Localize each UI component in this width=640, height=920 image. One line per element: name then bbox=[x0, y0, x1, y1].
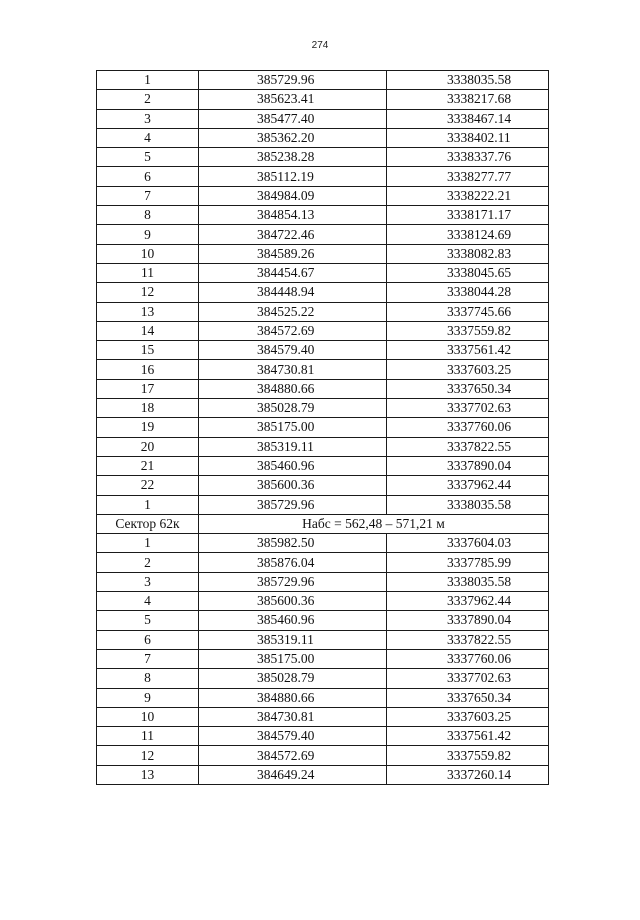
x-coordinate-cell: 385600.36 bbox=[199, 476, 387, 495]
y-coordinate-cell: 3337559.82 bbox=[387, 746, 549, 765]
y-coordinate-cell: 3338337.76 bbox=[387, 148, 549, 167]
y-coordinate-cell: 3338044.28 bbox=[387, 283, 549, 302]
x-coordinate-cell: 385982.50 bbox=[199, 534, 387, 553]
y-coordinate-cell: 3337760.06 bbox=[387, 649, 549, 668]
x-coordinate-cell: 384454.67 bbox=[199, 263, 387, 282]
point-number-cell: 6 bbox=[97, 630, 199, 649]
table-row bbox=[97, 360, 549, 379]
x-coordinate-cell: 384589.26 bbox=[199, 244, 387, 263]
point-number-cell: 18 bbox=[97, 399, 199, 418]
point-number-cell: 19 bbox=[97, 418, 199, 437]
point-number-cell: 9 bbox=[97, 688, 199, 707]
y-coordinate-cell: 3337650.34 bbox=[387, 688, 549, 707]
table-row bbox=[97, 649, 549, 668]
x-coordinate-cell: 385028.79 bbox=[199, 669, 387, 688]
sector-title: Сектор 62к bbox=[97, 514, 199, 533]
y-coordinate-cell: 3337603.25 bbox=[387, 707, 549, 726]
point-number-cell: 13 bbox=[97, 302, 199, 321]
x-coordinate-cell: 385460.96 bbox=[199, 456, 387, 475]
table-row bbox=[97, 71, 549, 90]
point-number-cell: 2 bbox=[97, 90, 199, 109]
table-row bbox=[97, 765, 549, 784]
y-coordinate-cell: 3338277.77 bbox=[387, 167, 549, 186]
point-number-cell: 8 bbox=[97, 669, 199, 688]
table-row bbox=[97, 302, 549, 321]
x-coordinate-cell: 385729.96 bbox=[199, 71, 387, 90]
point-number-cell: 4 bbox=[97, 592, 199, 611]
y-coordinate-cell: 3338222.21 bbox=[387, 186, 549, 205]
table-row bbox=[97, 244, 549, 263]
table-row bbox=[97, 283, 549, 302]
y-coordinate-cell: 3337260.14 bbox=[387, 765, 549, 784]
table-row bbox=[97, 746, 549, 765]
y-coordinate-cell: 3337760.06 bbox=[387, 418, 549, 437]
point-number-cell: 16 bbox=[97, 360, 199, 379]
table-row bbox=[97, 399, 549, 418]
y-coordinate-cell: 3337559.82 bbox=[387, 321, 549, 340]
table-row bbox=[97, 534, 549, 553]
x-coordinate-cell: 385600.36 bbox=[199, 592, 387, 611]
table-row bbox=[97, 669, 549, 688]
table-row bbox=[97, 167, 549, 186]
point-number-cell: 21 bbox=[97, 456, 199, 475]
table-row bbox=[97, 128, 549, 147]
point-number-cell: 11 bbox=[97, 263, 199, 282]
x-coordinate-cell: 385623.41 bbox=[199, 90, 387, 109]
y-coordinate-cell: 3337603.25 bbox=[387, 360, 549, 379]
point-number-cell: 15 bbox=[97, 341, 199, 360]
x-coordinate-cell: 385319.11 bbox=[199, 630, 387, 649]
x-coordinate-cell: 385729.96 bbox=[199, 572, 387, 591]
y-coordinate-cell: 3338082.83 bbox=[387, 244, 549, 263]
table-row bbox=[97, 456, 549, 475]
y-coordinate-cell: 3337890.04 bbox=[387, 456, 549, 475]
x-coordinate-cell: 385175.00 bbox=[199, 418, 387, 437]
table-row bbox=[97, 418, 549, 437]
x-coordinate-cell: 385175.00 bbox=[199, 649, 387, 668]
point-number-cell: 17 bbox=[97, 379, 199, 398]
table-row bbox=[97, 727, 549, 746]
x-coordinate-cell: 384448.94 bbox=[199, 283, 387, 302]
x-coordinate-cell: 384649.24 bbox=[199, 765, 387, 784]
point-number-cell: 22 bbox=[97, 476, 199, 495]
y-coordinate-cell: 3338171.17 bbox=[387, 206, 549, 225]
y-coordinate-cell: 3338045.65 bbox=[387, 263, 549, 282]
table-row bbox=[97, 572, 549, 591]
y-coordinate-cell: 3337561.42 bbox=[387, 341, 549, 360]
point-number-cell: 5 bbox=[97, 148, 199, 167]
y-coordinate-cell: 3337962.44 bbox=[387, 592, 549, 611]
x-coordinate-cell: 384730.81 bbox=[199, 360, 387, 379]
x-coordinate-cell: 384880.66 bbox=[199, 688, 387, 707]
x-coordinate-cell: 385028.79 bbox=[199, 399, 387, 418]
table-row bbox=[97, 611, 549, 630]
x-coordinate-cell: 385238.28 bbox=[199, 148, 387, 167]
y-coordinate-cell: 3337962.44 bbox=[387, 476, 549, 495]
point-number-cell: 12 bbox=[97, 746, 199, 765]
table-row bbox=[97, 206, 549, 225]
x-coordinate-cell: 384572.69 bbox=[199, 746, 387, 765]
table-row bbox=[97, 707, 549, 726]
x-coordinate-cell: 384880.66 bbox=[199, 379, 387, 398]
point-number-cell: 4 bbox=[97, 128, 199, 147]
table-row bbox=[97, 553, 549, 572]
x-coordinate-cell: 384525.22 bbox=[199, 302, 387, 321]
point-number-cell: 1 bbox=[97, 71, 199, 90]
y-coordinate-cell: 3337604.03 bbox=[387, 534, 549, 553]
table-row bbox=[97, 630, 549, 649]
table-row bbox=[97, 379, 549, 398]
table-row bbox=[97, 321, 549, 340]
point-number-cell: 12 bbox=[97, 283, 199, 302]
x-coordinate-cell: 385729.96 bbox=[199, 495, 387, 514]
y-coordinate-cell: 3337745.66 bbox=[387, 302, 549, 321]
x-coordinate-cell: 384572.69 bbox=[199, 321, 387, 340]
x-coordinate-cell: 385876.04 bbox=[199, 553, 387, 572]
y-coordinate-cell: 3338124.69 bbox=[387, 225, 549, 244]
point-number-cell: 7 bbox=[97, 649, 199, 668]
point-number-cell: 1 bbox=[97, 534, 199, 553]
y-coordinate-cell: 3337785.99 bbox=[387, 553, 549, 572]
table-row bbox=[97, 341, 549, 360]
x-coordinate-cell: 385112.19 bbox=[199, 167, 387, 186]
x-coordinate-cell: 385362.20 bbox=[199, 128, 387, 147]
y-coordinate-cell: 3337822.55 bbox=[387, 630, 549, 649]
point-number-cell: 14 bbox=[97, 321, 199, 340]
x-coordinate-cell: 384722.46 bbox=[199, 225, 387, 244]
table-row bbox=[97, 263, 549, 282]
coordinates-table-body bbox=[97, 71, 549, 785]
y-coordinate-cell: 3338035.58 bbox=[387, 71, 549, 90]
y-coordinate-cell: 3338217.68 bbox=[387, 90, 549, 109]
coordinates-table bbox=[96, 70, 549, 785]
y-coordinate-cell: 3337822.55 bbox=[387, 437, 549, 456]
point-number-cell: 5 bbox=[97, 611, 199, 630]
table-row bbox=[97, 437, 549, 456]
y-coordinate-cell: 3337561.42 bbox=[387, 727, 549, 746]
x-coordinate-cell: 384854.13 bbox=[199, 206, 387, 225]
y-coordinate-cell: 3338467.14 bbox=[387, 109, 549, 128]
table-row bbox=[97, 225, 549, 244]
x-coordinate-cell: 385460.96 bbox=[199, 611, 387, 630]
y-coordinate-cell: 3338035.58 bbox=[387, 572, 549, 591]
point-number-cell: 6 bbox=[97, 167, 199, 186]
point-number-cell: 1 bbox=[97, 495, 199, 514]
x-coordinate-cell: 385477.40 bbox=[199, 109, 387, 128]
x-coordinate-cell: 384579.40 bbox=[199, 727, 387, 746]
point-number-cell: 20 bbox=[97, 437, 199, 456]
table-row bbox=[97, 109, 549, 128]
x-coordinate-cell: 384984.09 bbox=[199, 186, 387, 205]
point-number-cell: 8 bbox=[97, 206, 199, 225]
sector-header-row bbox=[97, 514, 549, 533]
point-number-cell: 9 bbox=[97, 225, 199, 244]
table-row bbox=[97, 148, 549, 167]
point-number-cell: 2 bbox=[97, 553, 199, 572]
table-row bbox=[97, 592, 549, 611]
sector-height-range: Набс = 562,48 – 571,21 м bbox=[199, 514, 549, 533]
point-number-cell: 10 bbox=[97, 244, 199, 263]
table-row bbox=[97, 186, 549, 205]
table-row bbox=[97, 90, 549, 109]
y-coordinate-cell: 3337650.34 bbox=[387, 379, 549, 398]
y-coordinate-cell: 3338035.58 bbox=[387, 495, 549, 514]
y-coordinate-cell: 3337702.63 bbox=[387, 399, 549, 418]
point-number-cell: 3 bbox=[97, 572, 199, 591]
table-row bbox=[97, 476, 549, 495]
page-number: 274 bbox=[311, 40, 329, 51]
point-number-cell: 11 bbox=[97, 727, 199, 746]
x-coordinate-cell: 384730.81 bbox=[199, 707, 387, 726]
y-coordinate-cell: 3337702.63 bbox=[387, 669, 549, 688]
y-coordinate-cell: 3337890.04 bbox=[387, 611, 549, 630]
point-number-cell: 7 bbox=[97, 186, 199, 205]
table-row bbox=[97, 495, 549, 514]
point-number-cell: 13 bbox=[97, 765, 199, 784]
point-number-cell: 3 bbox=[97, 109, 199, 128]
table-row bbox=[97, 688, 549, 707]
x-coordinate-cell: 384579.40 bbox=[199, 341, 387, 360]
x-coordinate-cell: 385319.11 bbox=[199, 437, 387, 456]
point-number-cell: 10 bbox=[97, 707, 199, 726]
y-coordinate-cell: 3338402.11 bbox=[387, 128, 549, 147]
